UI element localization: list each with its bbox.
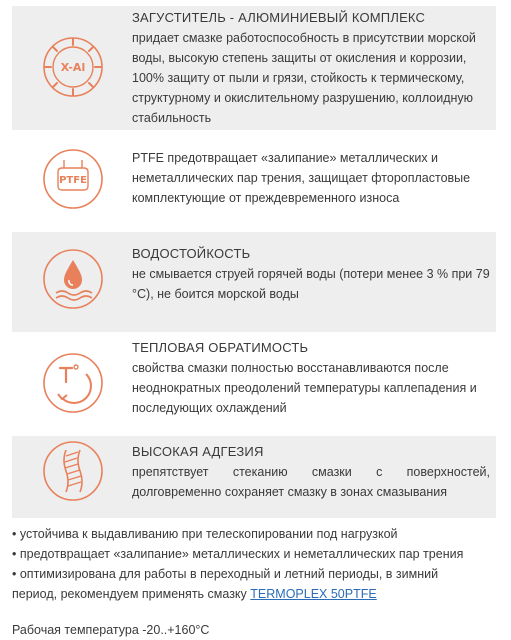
adhesion-icon [42,440,104,502]
feature-thermal-reversibility [12,336,496,432]
feature-title: ЗАГУСТИТЕЛЬ - АЛЮМИНИЕВЫЙ КОМПЛЕКС [132,10,426,25]
feature-line: PTFE предотвращает «залипание» металлических и [132,151,439,165]
feature-line: долговременно сохраняет смазку в зонах смазывания [132,485,448,499]
feature-line: неоднократных преодолений температуры каплепадения и [132,381,477,395]
bullet-item-continuation [12,584,500,604]
working-temperature: Рабочая температура -20..+160°С [12,623,210,637]
feature-water-resistance [12,232,496,332]
feature-bullet-list [12,524,500,604]
feature-line: стабильность [132,111,212,125]
feature-line: не смывается струей горячей воды (потери менее 3 % при 79 [132,267,490,281]
feature-line: 100% защиту от пыли и грязи, стойкость к термическому, [132,71,465,85]
x-al-icon [42,36,104,98]
feature-line: воды, высокую степень защиты от окисления и коррозии, [132,51,467,65]
ptfe-icon [42,148,104,210]
feature-title: ВЫСОКАЯ АДГЕЗИЯ [132,444,264,459]
bullet-item: • устойчива к выдавливанию при телескопировании под нагрузкой [12,527,398,541]
thermal-reversibility-icon [42,352,104,414]
feature-high-adhesion [12,436,496,518]
ptfe-icon-label: PTFE [59,175,87,186]
feature-ptfe [12,136,496,226]
x-al-icon-label: X-Al [60,61,86,74]
feature-line: °С), не боится морской воды [132,287,299,301]
feature-title: ТЕПЛОВАЯ ОБРАТИМОСТЬ [132,340,309,355]
feature-line: придает смазке работоспособность в присутствии морской [132,31,476,45]
feature-line: неметаллических пар трения, защищает фторопластовые [132,171,471,185]
bullet-continuation-text: период, рекомендуем применять смазку [12,587,247,601]
water-drop-icon [42,248,104,310]
feature-aluminium-complex [12,6,496,130]
bullet-item: • оптимизирована для работы в переходный и летний периоды, в зимний [12,567,439,581]
feature-line: структурному и окислительному разрушению, коллоидную [132,91,474,105]
feature-title: ВОДОСТОЙКОСТЬ [132,246,251,261]
termoplex-50ptfe-link[interactable]: TERMOPLEX 50PTFE [250,587,377,601]
feature-line: препятствует стеканию смазки с поверхностей, [132,465,490,479]
feature-line: последующих охлаждений [132,401,287,415]
bullet-item: • предотвращает «залипание» металлических и неметаллических пар трения [12,547,464,561]
feature-line: комплектующие от преждевременного износа [132,191,400,205]
feature-line: свойства смазки полностью восстанавливаются после [132,361,449,375]
